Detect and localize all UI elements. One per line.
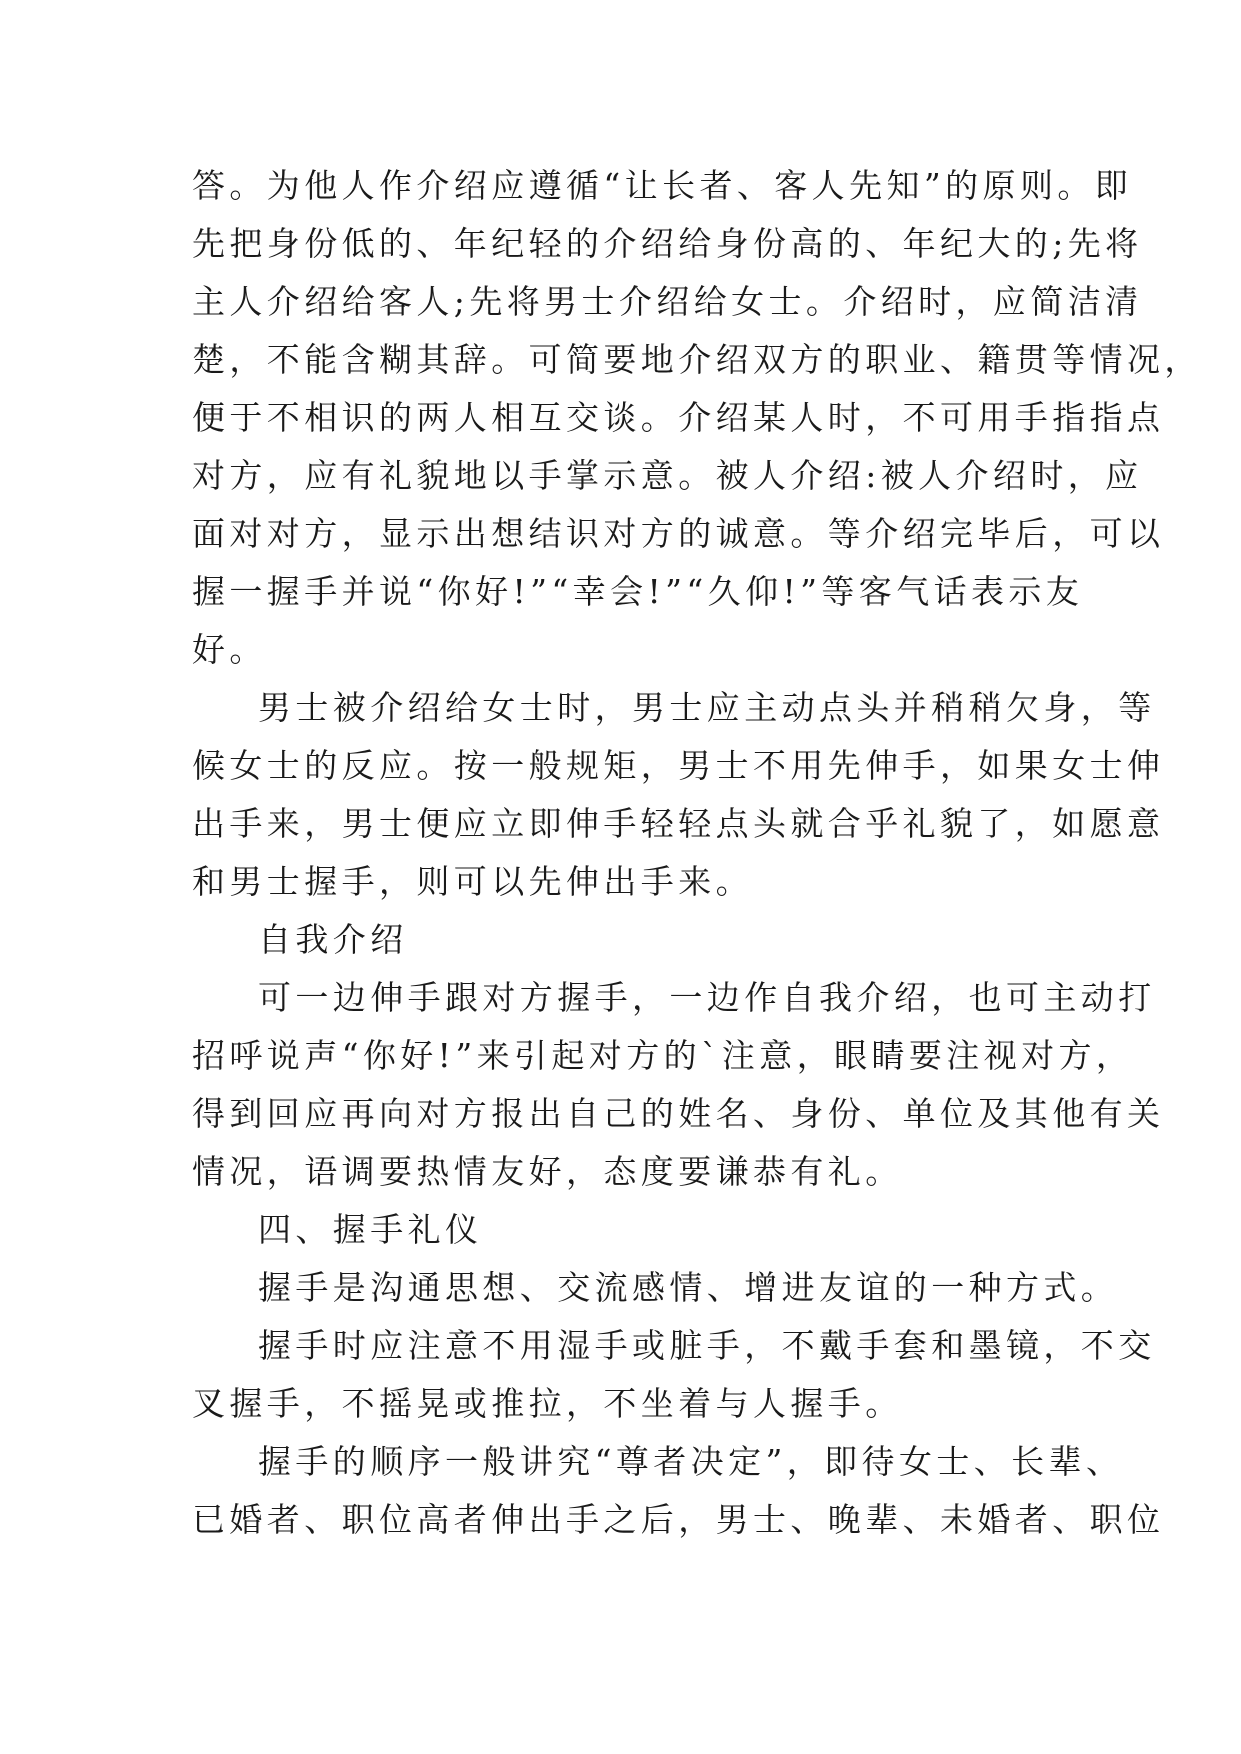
paragraph-first-line: 握手时应注意不用湿手或脏手，不戴手套和墨镜，不交 xyxy=(258,1326,1156,1365)
text-line: 叉握手，不摇晃或推拉，不坐着与人握手。 xyxy=(192,1384,903,1423)
text-line: 出手来，男士便应立即伸手轻轻点头就合乎礼貌了，如愿意 xyxy=(192,804,1165,843)
text-line: 答。为他人作介绍应遵循“让长者、客人先知”的原则。即 xyxy=(192,166,1133,205)
text-line: 面对对方，显示出想结识对方的诚意。等介绍完毕后，可以 xyxy=(192,514,1165,553)
paragraph-first-line: 握手的顺序一般讲究“尊者决定”，即待女士、长辈、 xyxy=(258,1442,1124,1481)
text-line: 和男士握手，则可以先伸出手来。 xyxy=(192,862,753,901)
paragraph-first-line: 男士被介绍给女士时，男士应主动点头并稍稍欠身，等 xyxy=(258,688,1156,727)
section-heading: 四、握手礼仪 xyxy=(258,1210,483,1249)
text-line: 握一握手并说“你好!”“幸会!”“久仰!”等客气话表示友 xyxy=(192,572,1084,611)
text-line: 便于不相识的两人相互交谈。介绍某人时，不可用手指指点 xyxy=(192,398,1165,437)
paragraph-first-line: 可一边伸手跟对方握手，一边作自我介绍，也可主动打 xyxy=(258,978,1156,1017)
text-line: 先把身份低的、年纪轻的介绍给身份高的、年纪大的;先将 xyxy=(192,224,1143,263)
text-line: 情况，语调要热情友好，态度要谦恭有礼。 xyxy=(192,1152,903,1191)
text-line: 对方，应有礼貌地以手掌示意。被人介绍:被人介绍时，应 xyxy=(192,456,1143,495)
text-line: 已婚者、职位高者伸出手之后，男士、晚辈、未婚者、职位 xyxy=(192,1500,1165,1539)
text-line: 得到回应再向对方报出自己的姓名、身份、单位及其他有关 xyxy=(192,1094,1165,1133)
paragraph-first-line: 握手是沟通思想、交流感情、增进友谊的一种方式。 xyxy=(258,1268,1119,1307)
text-line: 招呼说声“你好!”来引起对方的`注意，眼睛要注视对方， xyxy=(192,1036,1134,1075)
text-line: 主人介绍给客人;先将男士介绍给女士。介绍时，应简洁清 xyxy=(192,282,1143,321)
section-heading: 自我介绍 xyxy=(258,920,408,959)
text-line: 好。 xyxy=(192,630,267,669)
text-line: 候女士的反应。按一般规矩，男士不用先伸手，如果女士伸 xyxy=(192,746,1165,785)
text-line: 楚，不能含糊其辞。可简要地介绍双方的职业、籍贯等情况， xyxy=(192,340,1202,379)
